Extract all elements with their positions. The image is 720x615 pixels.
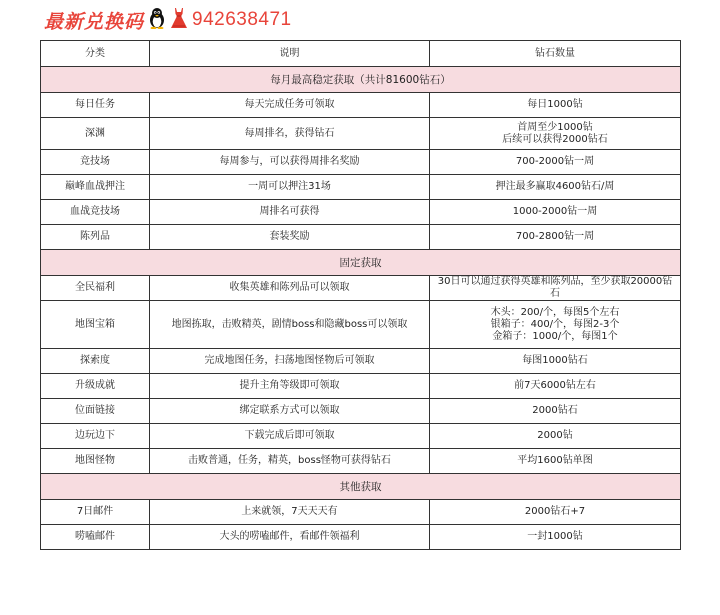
row-category: 升级成就: [41, 374, 150, 399]
row-amount: 700-2000钻一周: [430, 150, 681, 175]
row-amount: 2000钻石+7: [430, 500, 681, 525]
row-category: 深渊: [41, 118, 150, 150]
banner: [44, 6, 292, 34]
row-amount: 每图1000钻石: [430, 349, 681, 374]
amount-line: 银箱子：400/个，每图2-3个: [490, 318, 620, 330]
row-category: 7日邮件: [41, 500, 150, 525]
row-description: 每天完成任务可领取: [150, 93, 430, 118]
row-description: 完成地图任务，扫荡地图怪物后可领取: [150, 349, 430, 374]
row-amount: 前7天6000钻左右: [430, 374, 681, 399]
table-row: [41, 449, 681, 474]
row-amount: 2000钻石: [430, 399, 681, 424]
header-category: 分类: [41, 41, 150, 67]
row-category: 边玩边下: [41, 424, 150, 449]
section-title: 其他获取: [41, 474, 681, 500]
row-amount: 1000-2000钻一周: [430, 200, 681, 225]
row-description: 提升主角等级即可领取: [150, 374, 430, 399]
amount-line: 金箱子：1000/个，每图1个: [492, 330, 618, 342]
diamond-sources-table: [40, 40, 681, 550]
row-description: 地图拣取，击败精英，剧情boss和隐藏boss可以领取: [150, 301, 430, 349]
penguin-icon: [147, 7, 167, 33]
section-header: [41, 474, 681, 500]
banner-title: 最新兑换码: [44, 10, 145, 33]
amount-line: 首周至少1000钻: [517, 121, 593, 133]
row-description: 一周可以押注31场: [150, 175, 430, 200]
row-category: 地图怪物: [41, 449, 150, 474]
section-title: 固定获取: [41, 250, 681, 276]
row-amount: 2000钻: [430, 424, 681, 449]
amount-line: 后续可以获得2000钻石: [502, 133, 608, 145]
row-category: 血战竞技场: [41, 200, 150, 225]
row-description: 大头的唠嗑邮件，看邮件领福利: [150, 525, 430, 550]
row-amount: [430, 301, 681, 349]
table-row: [41, 500, 681, 525]
table-header-row: [41, 41, 681, 67]
table-row: [41, 175, 681, 200]
row-description: 下载完成后即可领取: [150, 424, 430, 449]
row-amount: [430, 118, 681, 150]
row-category: 全民福利: [41, 276, 150, 301]
table-row: [41, 276, 681, 301]
section-header: [41, 250, 681, 276]
table-row: [41, 374, 681, 399]
amount-line: 木头：200/个，每图5个左右: [490, 306, 620, 318]
row-amount: 押注最多赢取4600钻石/周: [430, 175, 681, 200]
row-amount: 一封1000钻: [430, 525, 681, 550]
row-description: 周排名可获得: [150, 200, 430, 225]
row-amount: 700-2800钻一周: [430, 225, 681, 250]
table-row: [41, 118, 681, 150]
row-description: 击败普通，任务，精英，boss怪物可获得钻石: [150, 449, 430, 474]
header-description: 说明: [150, 41, 430, 67]
table-row: [41, 424, 681, 449]
section-title: 每月最高稳定获取（共计81600钻石）: [41, 67, 681, 93]
table-row: [41, 200, 681, 225]
row-category: 每日任务: [41, 93, 150, 118]
row-amount: 平均1600钻单图: [430, 449, 681, 474]
row-description: 套装奖励: [150, 225, 430, 250]
row-description: 收集英雄和陈列品可以领取: [150, 276, 430, 301]
table-row: [41, 93, 681, 118]
row-description: 每周排名，获得钻石: [150, 118, 430, 150]
row-amount: 每日1000钻: [430, 93, 681, 118]
row-description: 绑定联系方式可以领取: [150, 399, 430, 424]
table-row: [41, 349, 681, 374]
row-category: 竞技场: [41, 150, 150, 175]
table-row: [41, 525, 681, 550]
row-category: 巅峰血战押注: [41, 175, 150, 200]
table-row: [41, 399, 681, 424]
row-category: 唠嗑邮件: [41, 525, 150, 550]
section-header: [41, 67, 681, 93]
row-category: 陈列品: [41, 225, 150, 250]
row-amount: 30日可以通过获得英雄和陈列品，至少获取20000钻石: [430, 276, 681, 301]
dress-icon: [170, 7, 188, 33]
row-category: 探索度: [41, 349, 150, 374]
row-description: 每周参与，可以获得周排名奖励: [150, 150, 430, 175]
banner-code: 942638471: [192, 9, 292, 30]
row-category: 地图宝箱: [41, 301, 150, 349]
row-description: 上来就领，7天天天有: [150, 500, 430, 525]
table-row: [41, 150, 681, 175]
table-row: [41, 225, 681, 250]
table-row: [41, 301, 681, 349]
row-category: 位面链接: [41, 399, 150, 424]
header-amount: 钻石数量: [430, 41, 681, 67]
